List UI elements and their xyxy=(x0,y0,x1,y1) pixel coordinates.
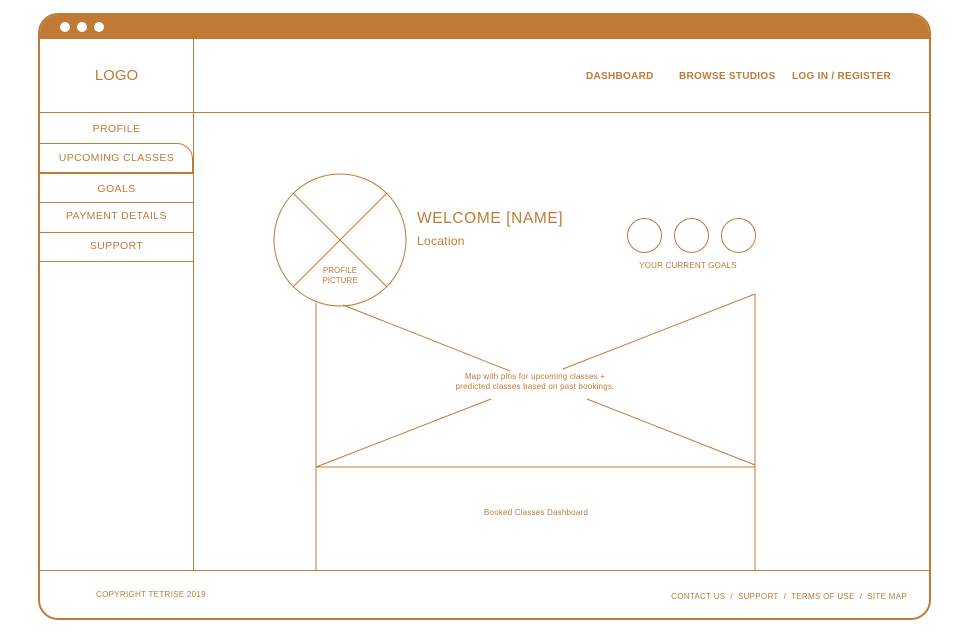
nav-dashboard-link[interactable]: DASHBOARD xyxy=(586,71,654,82)
map-description-line2: predicted classes based on past bookings. xyxy=(455,382,615,391)
sidebar-item-profile[interactable]: PROFILE xyxy=(92,123,141,135)
sidebar-item-payment-details[interactable]: PAYMENT DETAILS xyxy=(66,210,167,222)
footer-separator: / xyxy=(859,592,863,601)
footer-link-site-map[interactable]: SITE MAP xyxy=(867,592,907,601)
profile-picture-label-line1: PROFILE xyxy=(322,266,358,275)
browser-window xyxy=(38,13,931,620)
booked-classes-dashboard-label: Booked Classes Dashboard xyxy=(484,508,588,517)
footer-separator: / xyxy=(783,592,787,601)
footer-link-support[interactable]: SUPPORT xyxy=(737,592,779,601)
logo[interactable]: LOGO xyxy=(94,67,139,84)
location-text: Location xyxy=(417,234,465,248)
sidebar-item-upcoming-classes[interactable]: UPCOMING CLASSES xyxy=(58,152,175,164)
profile-picture-label-line2: PICTURE xyxy=(322,276,358,285)
goal-circle[interactable] xyxy=(674,218,709,253)
wireframe-graphics xyxy=(40,15,931,620)
footer-link-contact-us[interactable]: CONTACT US xyxy=(671,592,726,601)
welcome-heading: WELCOME [NAME] xyxy=(417,210,564,227)
map-description-line1: Map with pins for upcoming classes + xyxy=(464,372,606,381)
profile-picture-label xyxy=(316,266,364,286)
map-description xyxy=(420,372,650,392)
sidebar-item-support[interactable]: SUPPORT xyxy=(89,240,144,252)
footer-top-border xyxy=(40,570,929,571)
copyright-text: COPYRIGHT TETRISE 2019 xyxy=(96,590,206,599)
nav-browse-studios-link[interactable]: BROWSE STUDIOS xyxy=(679,71,776,82)
footer-links xyxy=(671,592,907,601)
sidebar-item-goals[interactable]: GOALS xyxy=(97,183,136,195)
goal-circle[interactable] xyxy=(721,218,756,253)
map-placeholder[interactable] xyxy=(316,294,755,570)
profile-picture-placeholder[interactable] xyxy=(274,174,406,306)
nav-login-register-link[interactable]: LOG IN / REGISTER xyxy=(792,71,891,82)
footer-separator: / xyxy=(730,592,733,601)
current-goals-label: YOUR CURRENT GOALS xyxy=(639,261,737,270)
goal-circle[interactable] xyxy=(627,218,662,253)
footer-link-terms-of-use[interactable]: TERMS OF USE xyxy=(791,592,855,601)
